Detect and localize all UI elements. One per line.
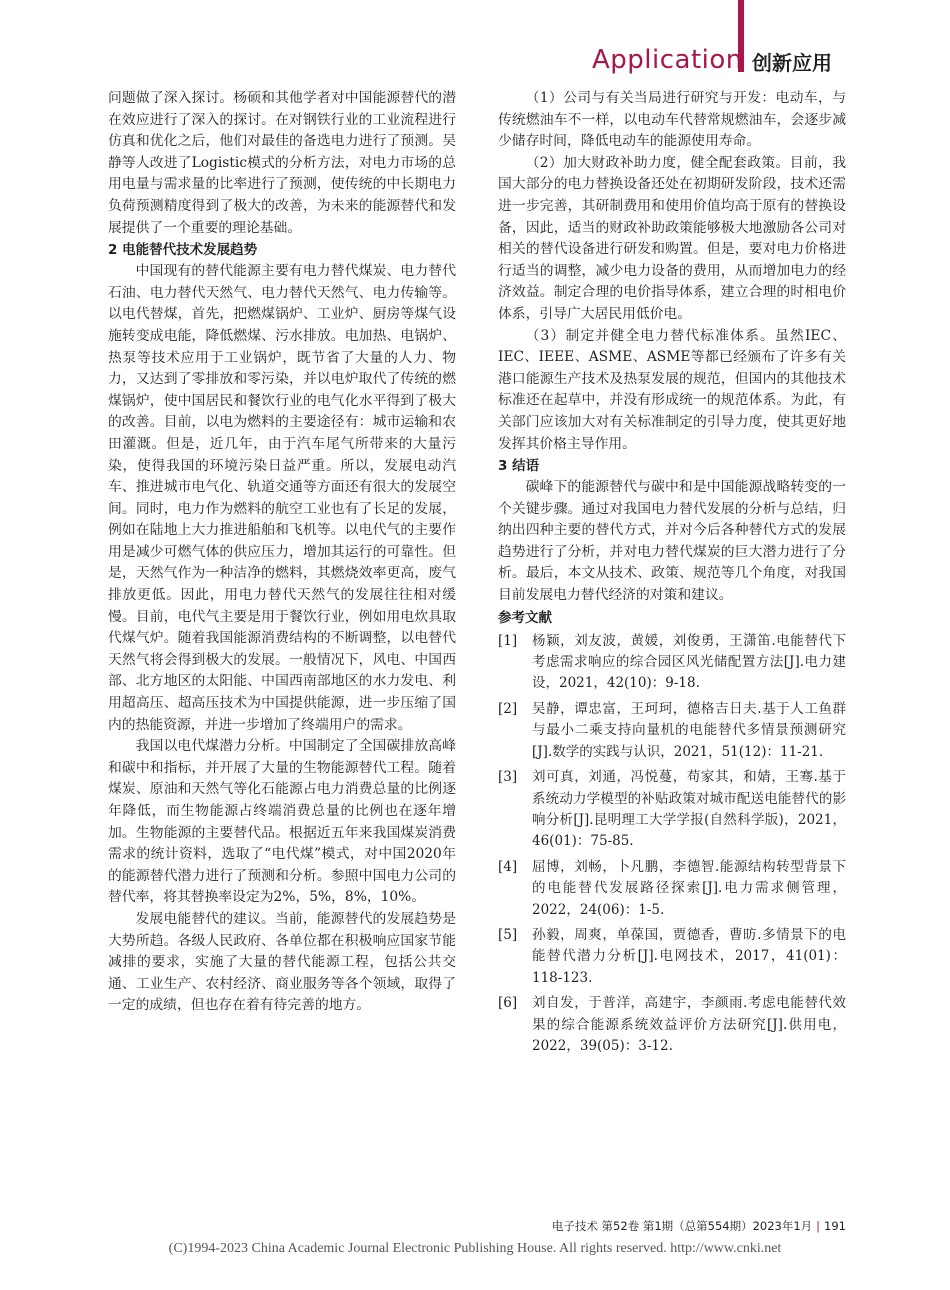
section-3-heading: 3 结语 bbox=[498, 458, 540, 475]
reference-number: [3] bbox=[498, 769, 518, 786]
conclusion-paragraph: 碳峰下的能源替代与碳中和是中国能源战略转变的一个关键步骤。通过对我国电力替代发展的分析与总结，归纳出四种主要的替代方式，并对今后各种替代方式的发展趋势进行了分析，并对电力替代煤炭的巨大潜力进行了分析。最后，本文从技术、政策、规范等几个角度，对我国目前发展电力替代经济的对策和建议。 bbox=[498, 479, 846, 604]
reference-list bbox=[498, 631, 846, 1058]
copyright-notice: (C)1994-2023 China Academic Journal Electronic Publishing House. All rights reserved. http://www.cnki.net bbox=[168, 1241, 782, 1256]
reference-text: 吴静，谭忠富，王珂珂，德格吉日夫.基于人工鱼群与最小二乘支持向量机的电能替代多情景预测研究[J].数学的实践与认识，2021，51(12)：11-21. bbox=[532, 700, 846, 760]
header-title-cn: 创新应用 bbox=[752, 51, 832, 75]
paragraph: 我国以电代煤潜力分析。中国制定了全国碳排放高峰和碳中和指标，并开展了大量的生物能源替代工程。随着煤炭、原油和天然气等化石能源占电力消费总量的比例逐年降低，而生物能源占终端消费总量的比例也在逐年增加。生物能源的主要替代品。根据近五年来我国煤炭消费需求的统计资料，选取了“电代煤”模式，对中国2020年的能源替代潜力进行了预测和分析。参照中国电力公司的替代率，将其替换率设定为2%，5%，8%，10%。 bbox=[108, 738, 456, 906]
reference-item bbox=[498, 925, 846, 989]
reference-text: 孙毅，周爽，单葆国，贾德香，曹昉.多情景下的电能替代潜力分析[J].电网技术，2017，41(01)：118-123. bbox=[532, 926, 846, 986]
reference-text: 刘自发，于普洋，高建宇，李颜雨.考虑电能替代效果的综合能源系统效益评价方法研究[J].供用电，2022，39(05)：3-12. bbox=[532, 995, 846, 1054]
suggestion-2: （2）加大财政补助力度，健全配套政策。目前，我国大部分的电力替换设备还处在初期研发阶段，技术还需进一步完善，其研制费用和使用价值均高于原有的替换设备，因此，适当的财政补助政策能够极大地激励各公司对相关的替代设备进行研发和购置。但是，要对电力价格进行适当的调整，减少电力设备的费用，从而增加电力的经济效益。制定合理的电价指导体系，建立合理的时相电价体系，引导广大居民用低价电。 bbox=[498, 154, 846, 322]
suggestion-1: （1）公司与有关当局进行研究与开发：电动车，与传统燃油车不一样，以电动车代替常规燃油车，会逐步减少储存时间，降低电动车的能源使用寿命。 bbox=[498, 90, 846, 150]
footer-separator: | bbox=[816, 1219, 821, 1233]
reference-item bbox=[498, 699, 846, 763]
paragraph-continued: 问题做了深入探讨。杨硕和其他学者对中国能源替代的潜在效应进行了深入的探讨。在对钢铁行业的工业流程进行仿真和优化之后，他们对最佳的备选电力进行了预测。吴静等人改进了Logistic模式的分析方法，对电力市场的总用电量与需求量的比率进行了预测，使传统的中长期电力负荷预测精度得到了极大的改善，为未来的能源替代和发展提供了一个重要的理论基础。 bbox=[108, 90, 456, 236]
paragraph: 发展电能替代的建议。当前，能源替代的发展趋势是大势所趋。各级人民政府、各单位都在积极响应国家节能减排的要求，实施了大量的替代能源工程，包括公共交通、工业生产、农村经济、商业服务等各个领域，取得了一定的成绩，但也存在着有待完善的地方。 bbox=[108, 910, 456, 1014]
reference-item bbox=[498, 767, 846, 853]
reference-text: 屈博，刘畅，卜凡鹏，李德智.能源结构转型背景下的电能替代发展路径探索[J].电力需求侧管理，2022，24(06)：1-5. bbox=[532, 858, 846, 918]
reference-item bbox=[498, 993, 846, 1057]
suggestion-3: （3）制定并健全电力替代标准体系。虽然IEC、IEC、IEEE、ASME、ASME等都已经颁布了许多有关港口能源生产技术及热泵发展的规范，但国内的其他技术标准还在起草中，并没有形成统一的规范体系。为此，有关部门应该加大对有关标准制定的引导力度，使其更好地发挥其价格主导作用。 bbox=[498, 327, 846, 452]
section-2-heading: 2 电能替代技术发展趋势 bbox=[108, 242, 258, 259]
journal-footer bbox=[552, 1218, 846, 1234]
reference-number: [4] bbox=[498, 858, 518, 875]
reference-number: [6] bbox=[498, 995, 518, 1012]
paragraph: 中国现有的替代能源主要有电力替代煤炭、电力替代石油、电力替代天然气、电力替代天然气、电力传输等。以电代替煤，首先，把燃煤锅炉、工业炉、厨房等煤气设施转变成电能，降低燃煤、污水排放。电加热、电锅炉、热泵等技术应用于工业锅炉，既节省了大量的人力、物力，又达到了零排放和零污染，并以电炉取代了传统的燃煤锅炉，使中国居民和餐饮行业的电气化水平得到了极大的改善。目前，以电为燃料的主要途径有：城市运输和农田灌溉。但是，近几年，由于汽车尾气所带来的大量污染，使得我国的环境污染日益严重。所以，发展电动汽车、推进城市电气化、轨道交通等方面还有很大的发展空间。同时，电力作为燃料的航空工业也有了长足的发展，例如在陆地上大力推进船舶和飞机等。以电代气的主要作用是减少可燃气体的供应压力，增加其运行的可靠性。但是，天然气作为一种洁净的燃料，其燃烧效率更高，废气排放更低。因此，用电力替代天然气的发展往往相对缓慢。目前，电代气主要是用于餐饮行业，例如用电炊具取代煤气炉。随着我国能源消费结构的不断调整，以电替代天然气将会得到极大的发展。一般情况下，风电、中国西部、北方地区的太阳能、中国西南部地区的水力发电、利用超高压、超高压技术为中国提供能源，进一步压缩了国内的热能资源，并进一步增加了终端用户的需求。 bbox=[108, 263, 456, 733]
reference-text: 刘可真，刘通，冯悦蔓，苟家其，和婧，王骞.基于系统动力学模型的补贴政策对城市配送电能替代的影响分析[J].昆明理工大学学报(自然科学版)，2021，46(01)：75-85. bbox=[532, 769, 846, 850]
reference-number: [5] bbox=[498, 926, 518, 943]
reference-item bbox=[498, 631, 846, 695]
right-column bbox=[498, 88, 846, 1061]
journal-info: 电子技术 第52卷 第1期（总第554期）2023年1月 bbox=[551, 1219, 813, 1233]
left-column bbox=[108, 88, 456, 1017]
reference-number: [1] bbox=[498, 632, 518, 649]
page-number: 191 bbox=[824, 1219, 846, 1233]
references-heading: 参考文献 bbox=[498, 609, 552, 626]
reference-item bbox=[498, 857, 846, 921]
reference-text: 杨颖，刘友波，黄媛，刘俊勇，王潇笛.电能替代下考虑需求响应的综合园区风光储配置方法[J].电力建设，2021，42(10)：9-18. bbox=[532, 632, 846, 692]
reference-number: [2] bbox=[498, 700, 518, 717]
header-title-en: Application bbox=[592, 45, 743, 75]
